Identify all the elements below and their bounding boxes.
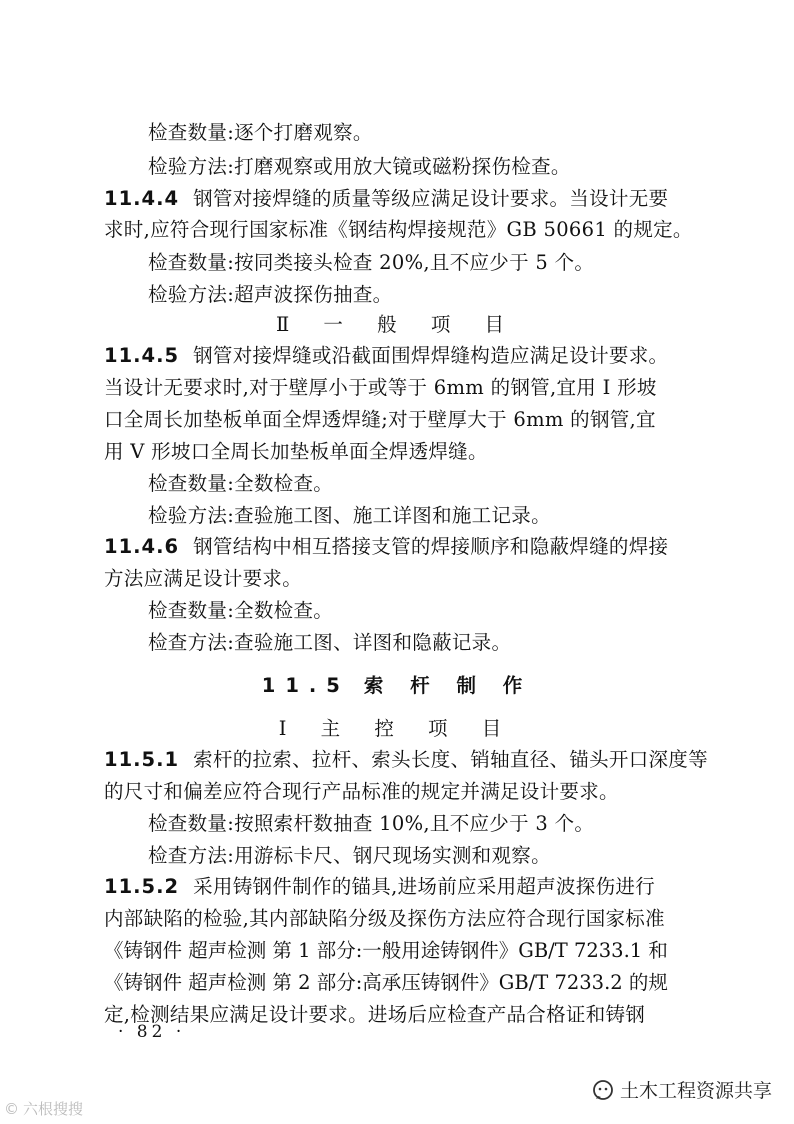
text-line: 方法应满足设计要求。 <box>104 567 303 590</box>
text-line: 检验方法:查验施工图、施工详图和施工记录。 <box>148 504 551 527</box>
text-line: 检查数量:全数检查。 <box>148 599 334 622</box>
text-line: 检查数量:按同类接头检查 20%,且不应少于 5 个。 <box>148 251 595 274</box>
text-line: 检验方法:超声波探伤抽查。 <box>148 283 393 306</box>
watermark-site <box>4 1098 83 1119</box>
text-line: 《铸钢件 超声检测 第 2 部分:高承压铸钢件》GB/T 7233.2 的规 <box>104 971 668 994</box>
section-heading-11-5: 11.5 索 杆 制 作 <box>261 674 533 697</box>
watermark-source <box>592 1076 772 1103</box>
text-line: 《铸钢件 超声检测 第 1 部分:一般用途铸钢件》GB/T 7233.1 和 <box>104 939 668 962</box>
clause-11-5-2: 11.5.2 采用铸钢件制作的锚具,进场前应采用超声波探伤进行 <box>104 875 655 898</box>
watermark-text: 土木工程资源共享 <box>619 1080 772 1102</box>
clause-11-4-5: 11.4.5 钢管对接焊缝或沿截面围焊焊缝构造应满足设计要求。 <box>104 344 669 367</box>
text-line: 内部缺陷的检验,其内部缺陷分级及探伤方法应符合现行国家标准 <box>104 907 665 930</box>
text-line: 检查数量:逐个打磨观察。 <box>148 121 373 144</box>
text-line: 检查方法:用游标卡尺、钢尺现场实测和观察。 <box>148 844 551 867</box>
page-number: · 82 · <box>118 1022 186 1042</box>
clause-number: 11.4.5 <box>104 344 180 367</box>
clause-number: 11.5.2 <box>104 875 180 898</box>
clause-11-5-1: 11.5.1 索杆的拉索、拉杆、索头长度、销轴直径、锚头开口深度等 <box>104 748 708 771</box>
text-line: 检查数量:全数检查。 <box>148 472 334 495</box>
subheading-main-control-items: Ⅰ 主 控 项 目 <box>278 717 516 740</box>
watermark-mark: © <box>4 1099 19 1118</box>
text-line: 用 V 形坡口全周长加垫板单面全焊透焊缝。 <box>104 440 488 463</box>
text-line: 检查方法:查验施工图、详图和隐蔽记录。 <box>148 631 512 654</box>
subheading-general-items: Ⅱ 一 般 项 目 <box>275 313 519 336</box>
text-line: 检验方法:打磨观察或用放大镜或磁粉探伤检查。 <box>148 155 571 178</box>
text-line: 当设计无要求时,对于壁厚小于或等于 6mm 的钢管,宜用 I 形坡 <box>104 376 657 399</box>
text-line: 求时,应符合现行国家标准《钢结构焊接规范》GB 50661 的规定。 <box>104 218 693 241</box>
text-line: 检查数量:按照索杆数抽查 10%,且不应少于 3 个。 <box>148 812 595 835</box>
clause-number: 11.4.4 <box>104 187 180 210</box>
text-line: 口全周长加垫板单面全焊透焊缝;对于壁厚大于 6mm 的钢管,宜 <box>104 408 656 431</box>
text-line: 的尺寸和偏差应符合现行产品标准的规定并满足设计要求。 <box>104 780 619 803</box>
wechat-icon <box>592 1079 614 1101</box>
text-line: 定,检测结果应满足设计要求。进场后应检查产品合格证和铸钢 <box>104 1003 646 1026</box>
clause-11-4-6: 11.4.6 钢管结构中相互搭接支管的焊接顺序和隐蔽焊缝的焊接 <box>104 535 669 558</box>
clause-number: 11.5.1 <box>104 748 180 771</box>
watermark-site-text: 六根搜搜 <box>23 1100 84 1118</box>
clause-11-4-4: 11.4.4 钢管对接焊缝的质量等级应满足设计要求。当设计无要 <box>104 187 669 210</box>
clause-number: 11.4.6 <box>104 535 180 558</box>
